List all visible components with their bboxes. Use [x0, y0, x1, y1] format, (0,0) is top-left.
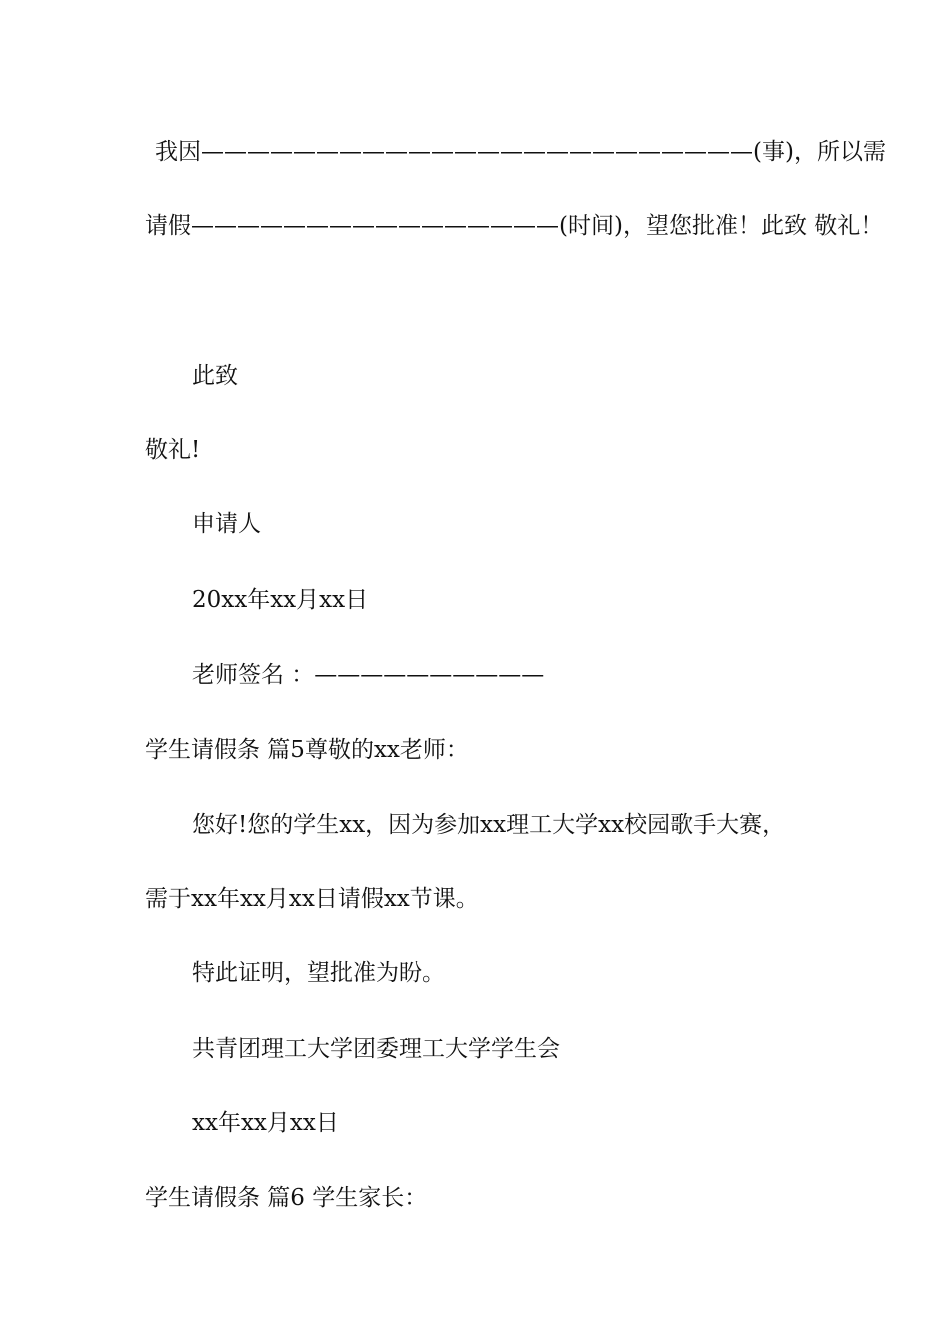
text-line-date: 20xx年xx月xx日: [192, 587, 369, 613]
text-line-reason: 我因————————————————————————(事)，所以需: [155, 139, 886, 165]
text-line-leave-request: 需于xx年xx月xx日请假xx节课。: [145, 886, 479, 912]
text-line-regards: 敬礼!: [145, 437, 201, 463]
text-line-salutation: 此致: [192, 363, 238, 389]
text-line-issue-date: xx年xx月xx日: [192, 1110, 339, 1136]
text-line-teacher-signature: 老师签名 ：——————————: [192, 662, 545, 688]
text-line-greeting: 您好!您的学生xx，因为参加xx理工大学xx校园歌手大赛，: [192, 812, 786, 838]
section-heading-6: 学生请假条 篇6 学生家长：: [145, 1185, 428, 1211]
section-heading-5: 学生请假条 篇5尊敬的xx老师：: [145, 737, 469, 763]
text-line-certification: 特此证明，望批准为盼。: [192, 960, 445, 986]
text-line-leave-time: 请假————————————————(时间)，望您批准！此致 敬礼！: [145, 213, 884, 239]
text-line-issuer: 共青团理工大学团委理工大学学生会: [192, 1036, 560, 1062]
text-line-applicant: 申请人: [192, 511, 261, 537]
